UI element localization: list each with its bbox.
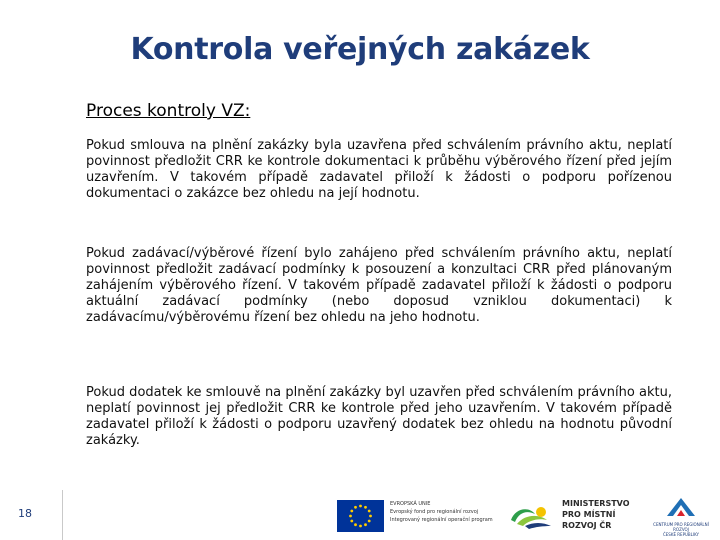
- paragraph-contract: Pokud smlouva na plnění zakázky byla uzavřena před schválením právního aktu, neplatí povinnost předložit CRR ke kontrole dokumentaci k průběhu výběrového řízení před jejím uzavřením. V takovém případě zadavatel přiloží k žádosti o podporu pořízenou dokumentaci o zakázce bez ohledu na její hodnotu.: [86, 138, 672, 201]
- crr-logo-text: [645, 522, 717, 537]
- crr-logo-icon: [645, 496, 717, 538]
- section-subheading: Proces kontroly VZ:: [86, 101, 251, 121]
- mmr-logo-icon: [505, 500, 555, 532]
- eu-funding-text: [390, 500, 500, 524]
- eu-line: Integrovaný regionální operační program: [390, 517, 493, 523]
- page-number: 18: [18, 507, 32, 520]
- crr-line: ČESKÉ REPUBLIKY: [662, 532, 699, 537]
- eu-flag-icon: [337, 500, 384, 532]
- eu-line: Evropský fond pro regionální rozvoj: [390, 509, 479, 515]
- footer-divider: [62, 490, 63, 540]
- ministry-logo-text: [562, 498, 634, 531]
- ministry-line: ROZVOJ ČR: [562, 521, 612, 530]
- slide-title: Kontrola veřejných zakázek: [130, 32, 590, 67]
- ministry-line: PRO MÍSTNÍ: [562, 510, 616, 519]
- ministry-line: MINISTERSTVO: [562, 499, 630, 508]
- eu-line: EVROPSKÁ UNIE: [390, 501, 431, 507]
- crr-line: CENTRUM PRO REGIONÁLNÍ ROZVOJ: [653, 522, 709, 532]
- paragraph-tender: Pokud zadávací/výběrové řízení bylo zahájeno před schválením právního aktu, neplatí povinnost předložit zadávací podmínky k posouzení a konzultaci CRR před plánovaným zahájením výběrového řízení. V takovém případě zadavatel přiloží k žádosti o podporu aktuální zadávací podmínky (nebo doposud vzniklou dokumentaci) k zadávacímu/výběrovému řízení bez ohledu na jeho hodnotu.: [86, 246, 672, 325]
- paragraph-amendment: Pokud dodatek ke smlouvě na plnění zakázky byl uzavřen před schválením právního aktu, neplatí povinnost jej předložit CRR ke kontrole před jeho uzavřením. V takovém případě zadavatel přiloží k žádosti o podporu uzavřený dodatek bez ohledu na hodnotu původní zakázky.: [86, 385, 672, 448]
